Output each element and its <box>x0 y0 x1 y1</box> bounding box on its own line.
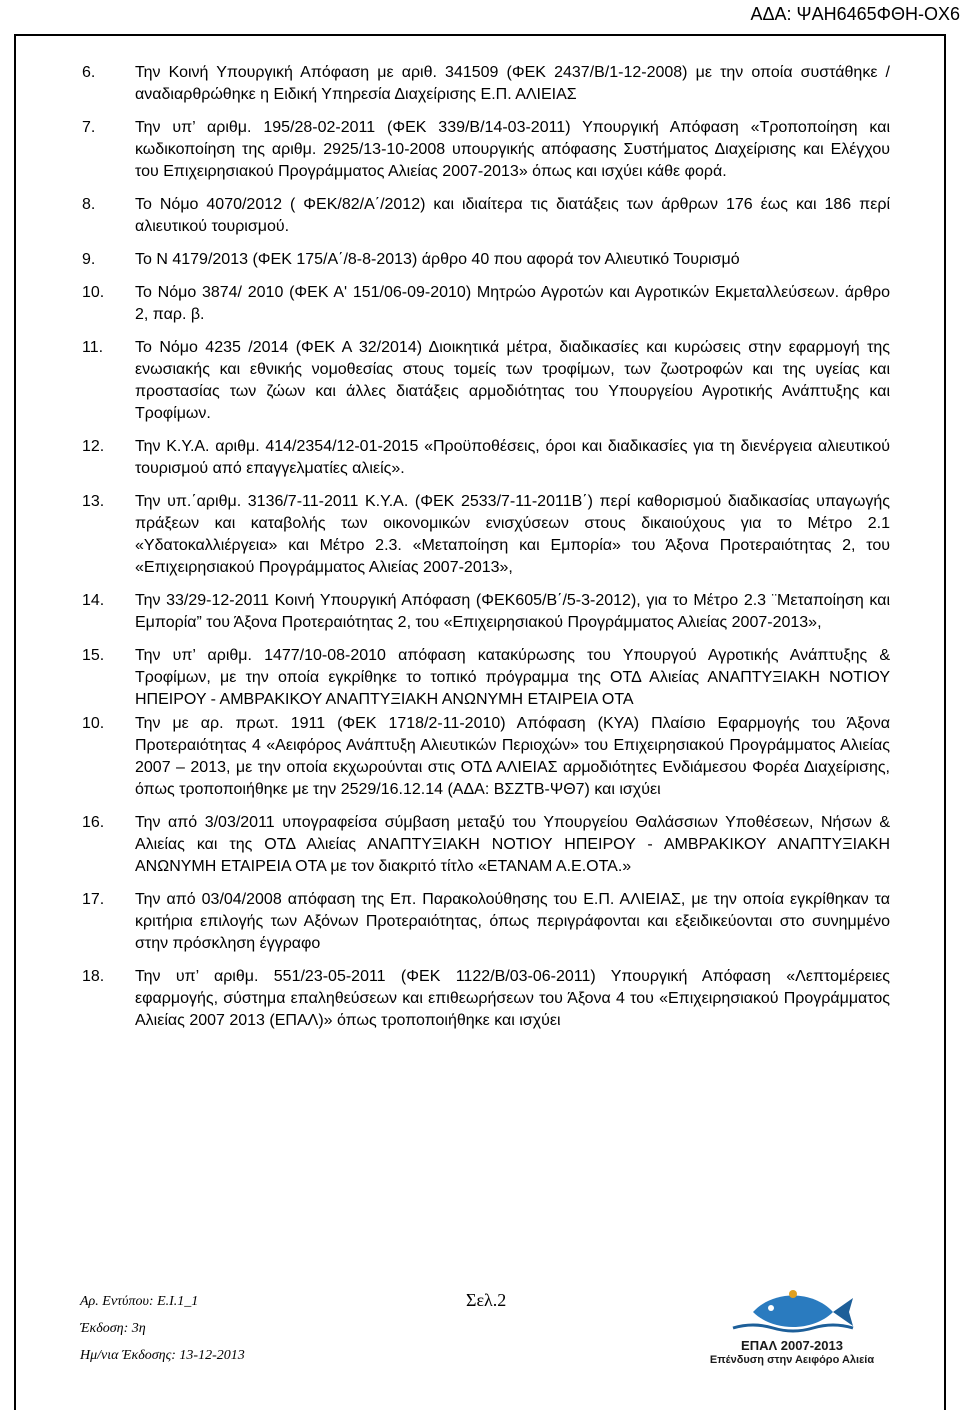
list-item <box>82 713 890 801</box>
item-text: Το Νόμο 3874/ 2010 (ΦΕΚ Α' 151/06-09-2010) Μητρώο Αγροτών και Αγροτικών Εκμεταλλεύσεων. άρθρο 2, παρ. β. <box>135 284 890 323</box>
page-border-top <box>14 34 946 36</box>
edition-number: Έκδοση: 3η <box>80 1321 146 1336</box>
item-text: Την υπ’ αριθμ. 1477/10-08-2010 απόφαση κατακύρωσης του Υπουργού Αγροτικής Ανάπτυξης & Τροφίμων, με την οποία εγκρίθηκε το τοπικό πρόγραμμα της ΟΤΔ Αλιείας ΑΝΑΠΤΥΞΙΑΚΗ ΝΟΤΙΟΥ ΗΠΕΙΡΟΥ - ΑΜΒΡΑΚΙΚΟΥ ΑΝΑΠΤΥΞΙΑΚΗ ΑΝΩΝΥΜΗ ΕΤΑΙΡΕΙΑ ΟΤΑ <box>135 647 890 708</box>
item-number: 10. <box>82 284 105 301</box>
item-number: 12. <box>82 438 105 455</box>
item-text: Το Νόμο 4235 /2014 (ΦΕΚ Α 32/2014) Διοικητικά μέτρα, διαδικασίες και κυρώσεις στην εφαρμογή της ενωσιακής και εθνικής νομοθεσίας στους τομείς των τροφίμων, των ζωοτροφών και της υγείας και προστασίας των ζώων και άλλες διατάξεις αρμοδιότητας του Υπουργείου Αγροτικής Ανάπτυξης και Τροφίμων. <box>135 339 890 422</box>
item-text: Την με αρ. πρωτ. 1911 (ΦΕΚ 1718/2-11-2010) Απόφαση (ΚΥΑ) Πλαίσιο Εφαρμογής του Άξονα Προτεραιότητας 4 «Αειφόρος Ανάπτυξη Αλιευτικών Περιοχών» του Επιχειρησιακού Προγράμματος Αλιείας 2007 – 2013, με την οποία εκχωρούνται στις ΟΤΔ ΑΛΙΕΙΑΣ αρμοδιότητες Ενδιάμεσου Φορέα Διαχείρισης, όπως τροποποιήθηκε με την 2529/16.12.14 (ΑΔΑ: ΒΣΖΤΒ-ΨΘ7) και ισχύει <box>135 715 890 798</box>
item-number: 8. <box>82 196 96 213</box>
page-border-right <box>944 34 946 1410</box>
item-text: Την Κοινή Υπουργική Απόφαση με αριθ. 341509 (ΦΕΚ 2437/Β/1-12-2008) με την οποία συστάθηκε /αναδιαρθρώθηκε η Ειδική Υπηρεσία Διαχείρισης Ε.Π. ΑΛΙΕΙΑΣ <box>135 64 890 103</box>
list-item <box>82 117 890 183</box>
item-number: 13. <box>82 493 105 510</box>
list-item <box>82 282 890 326</box>
list-item <box>82 337 890 425</box>
item-number: 10. <box>82 715 105 732</box>
item-number: 11. <box>82 339 104 356</box>
logo-subtitle: Επένδυση στην Αειφόρο Αλιεία <box>709 1354 875 1366</box>
form-code: Αρ. Εντύπου: Ε.Ι.1_1 <box>80 1294 199 1309</box>
logo-title: ΕΠΑΛ 2007-2013 <box>741 1338 843 1353</box>
list-item <box>82 491 890 579</box>
item-text: Το Ν 4179/2013 (ΦΕΚ 175/Α΄/8-8-2013) άρθρο 40 που αφορά τον Αλιευτικό Τουρισμό <box>135 251 740 268</box>
list-item <box>82 645 890 711</box>
item-text: Την από 03/04/2008 απόφαση της Επ. Παρακολούθησης του Ε.Π. ΑΛΙΕΙΑΣ, με την οποία εγκρίθηκαν τα κριτήρια επιλογής των Αξόνων Προτεραιότητας, όπως περιγράφονται και εξειδικεύονται στο συνημμένο στην πρόσκληση έγγραφο <box>135 891 890 952</box>
list-item <box>82 436 890 480</box>
document-footer-info <box>80 1288 440 1369</box>
page-number: Σελ.2 <box>466 1290 507 1310</box>
item-text: Την 33/29-12-2011 Κοινή Υπουργική Απόφαση (ΦΕΚ605/Β΄/5-3-2012), για το Μέτρο 2.3 ¨Μεταποίηση και Εμπορία” του Άξονα Προτεραιότητας 2, του «Επιχειρησιακού Προγράμματος Αλιείας 2007-2013», <box>135 592 890 631</box>
list-item <box>82 590 890 634</box>
list-item <box>82 194 890 238</box>
edition-date: Ημ/νια Έκδοσης: 13-12-2013 <box>80 1348 245 1363</box>
list-item <box>82 249 890 271</box>
list-item <box>82 62 890 106</box>
item-number: 15. <box>82 647 105 664</box>
item-number: 6. <box>82 64 96 81</box>
fish-logo-icon <box>693 1282 891 1340</box>
epal-logo <box>693 1282 891 1372</box>
item-text: Την υπ’ αριθμ. 551/23-05-2011 (ΦΕΚ 1122/Β/03-06-2011) Υπουργική Απόφαση «Λεπτομέρειες εφαρμογής, σύστημα επαληθεύσεων και επιθεωρήσεων του Άξονα 4 του «Επιχειρησιακού Προγράμματος Αλιείας 2007 2013 (ΕΠΑΛ)» όπως τροποποιήθηκε και ισχύει <box>135 968 890 1029</box>
item-text: Την υπ.΄αριθμ. 3136/7-11-2011 Κ.Υ.Α. (ΦΕΚ 2533/7-11-2011Β΄) περί καθορισμού διαδικασίας υπαγωγής πράξεων και καταβολής των οικονομικών ενισχύσεων στους δικαιούχους για το Μέτρο 2.1 «Υδατοκαλλιέργεια» και Μέτρο 2.3. «Μεταποίηση και Εμπορία» του Άξονα Προτεραιότητας 2, του «Επιχειρησιακού Προγράμματος Αλιείας 2007-2013», <box>135 493 890 576</box>
item-number: 9. <box>82 251 96 268</box>
item-number: 16. <box>82 814 105 831</box>
item-text: Την από 3/03/2011 υπογραφείσα σύμβαση μεταξύ του Υπουργείου Θαλάσσιων Υποθέσεων, Νήσων & Αλιείας και της ΟΤΔ Αλιείας ΑΝΑΠΤΥΞΙΑΚΗ ΝΟΤΙΟΥ ΗΠΕΙΡΟΥ - ΑΜΒΡΑΚΙΚΟΥ ΑΝΑΠΤΥΞΙΑΚΗ ΑΝΩΝΥΜΗ ΕΤΑΙΡΕΙΑ ΟΤΑ με τον διακριτό τίτλο «ΕΤΑΝΑΜ Α.Ε.ΟΤΑ.» <box>135 814 890 875</box>
list-item <box>82 966 890 1032</box>
item-text: Το Νόμο 4070/2012 ( ΦΕΚ/82/Α΄/2012) και ιδιαίτερα τις διατάξεις των άρθρων 176 έως και 186 περί αλιευτικού τουρισμού. <box>135 196 890 235</box>
page-border-left <box>14 34 16 1410</box>
item-number: 17. <box>82 891 105 908</box>
list-item <box>82 889 890 955</box>
item-text: Την Κ.Υ.Α. αριθμ. 414/2354/12-01-2015 «Προϋποθέσεις, όροι και διαδικασίες για τη διενέργεια αλιευτικού τουρισμού από επαγγελματίες αλιείς». <box>135 438 890 477</box>
item-number: 7. <box>82 119 96 136</box>
ada-code: ΑΔΑ: ΨΑΗ6465ΦΘΗ-ΟΧ6 <box>750 4 960 24</box>
item-number: 18. <box>82 968 105 985</box>
item-number: 14. <box>82 592 105 609</box>
legal-references-list <box>82 62 890 1043</box>
item-text: Την υπ’ αριθμ. 195/28-02-2011 (ΦΕΚ 339/Β/14-03-2011) Υπουργική Απόφαση «Τροποποίηση και κωδικοποίηση της αριθμ. 2925/13-10-2008 υπουργικής απόφασης Συστήματος Διαχείρισης και Ελέγχου του Επιχειρησιακού Προγράμματος Αλιείας 2007-2013» όπως και ισχύει κάθε φορά. <box>135 119 890 180</box>
list-item <box>82 812 890 878</box>
